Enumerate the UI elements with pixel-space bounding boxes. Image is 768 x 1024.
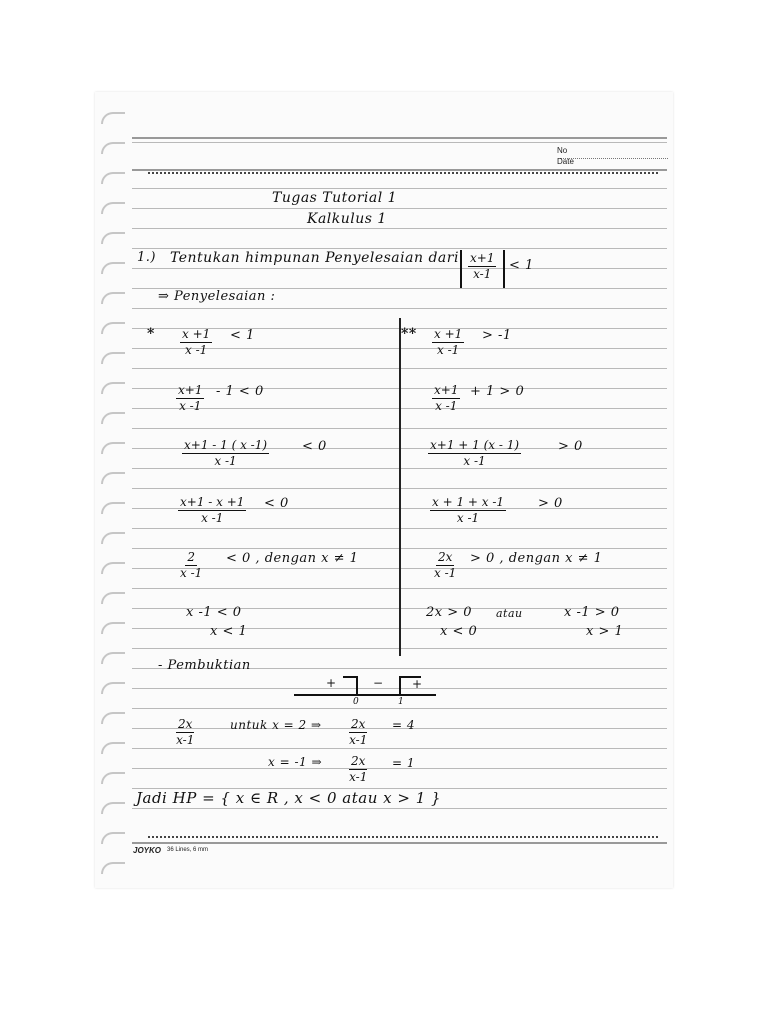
- question-rhs: < 1: [509, 258, 534, 273]
- left-step-2-rel: - 1 < 0: [216, 384, 264, 399]
- left-step-5-num: 2: [187, 550, 195, 564]
- right-step-6a-2: atau: [496, 607, 523, 620]
- left-step-1-den: x -1: [185, 343, 208, 357]
- right-step-5-fraction: [434, 550, 456, 581]
- right-step-2-rel: + 1 > 0: [470, 384, 525, 399]
- abs-bar-left: [460, 250, 462, 288]
- right-step-1-rel: > -1: [482, 328, 512, 343]
- right-step-5-den: x -1: [434, 566, 457, 580]
- left-step-3-num: x+1 - 1 ( x -1): [184, 438, 268, 452]
- question-text: Tentukan himpunan Penyelesaian dari: [170, 250, 459, 266]
- right-step-5-num: 2x: [437, 550, 453, 564]
- sign-negative: −: [373, 676, 384, 690]
- right-step-3-rel: > 0: [558, 439, 583, 454]
- left-step-4-rel: < 0: [264, 496, 289, 511]
- right-step-1-num: x +1: [434, 327, 463, 341]
- right-step-2-den: x -1: [435, 399, 458, 413]
- point-1: 1: [398, 697, 405, 707]
- left-step-1-rel: < 1: [230, 328, 255, 343]
- right-step-3-num: x+1 + 1 (x - 1): [430, 438, 520, 452]
- left-step-1-num: x +1: [182, 327, 211, 341]
- sign-positive-right: +: [412, 677, 423, 691]
- proof-2-den: x-1: [349, 770, 368, 784]
- tick-1: [399, 676, 401, 695]
- abs-bar-right: [503, 250, 505, 288]
- title-line-2: Kalkulus 1: [307, 211, 387, 227]
- proof-1-num-2: 2x: [351, 717, 366, 731]
- right-step-4-rel: > 0: [538, 496, 563, 511]
- date-label: Date: [557, 157, 574, 166]
- left-step-6b: x < 1: [210, 624, 248, 639]
- left-marker: *: [147, 326, 155, 342]
- right-step-6a-3: x -1 > 0: [564, 605, 620, 620]
- brand-logo: JOYKO: [133, 846, 162, 855]
- question-number: 1.): [137, 250, 156, 265]
- number-line: [294, 694, 436, 696]
- right-step-3-fraction: [428, 438, 521, 469]
- right-step-1-fraction: [432, 327, 464, 358]
- right-step-4-num: x + 1 + x -1: [432, 495, 505, 509]
- question-denominator: x-1: [473, 267, 492, 281]
- right-step-4-fraction: [430, 495, 506, 526]
- left-step-3-rel: < 0: [302, 439, 327, 454]
- right-step-4-den: x -1: [456, 511, 480, 525]
- left-step-2-num: x+1: [178, 383, 203, 397]
- proof-1-mid: untuk x = 2 ⇒: [230, 718, 322, 732]
- right-step-2-fraction: [432, 383, 460, 414]
- left-step-4-den: x -1: [201, 511, 224, 525]
- question-fraction: [468, 251, 496, 282]
- conclusion: Jadi HP = { x ∈ R , x < 0 atau x > 1 }: [136, 789, 442, 807]
- proof-1-den-2: x-1: [349, 733, 368, 747]
- left-step-5-rel: < 0 , dengan x ≠ 1: [226, 551, 359, 566]
- proof-1-num: 2x: [178, 717, 193, 731]
- solution-label: ⇒ Penyelesaian :: [158, 289, 276, 304]
- right-step-5-rel: > 0 , dengan x ≠ 1: [470, 551, 603, 566]
- right-step-6a-1: 2x > 0: [426, 605, 473, 620]
- right-step-3-den: x -1: [463, 454, 486, 468]
- left-step-3-den: x -1: [214, 454, 237, 468]
- proof-2-mid: x = -1 ⇒: [268, 755, 323, 769]
- proof-1-fraction: [176, 717, 194, 748]
- paper-spec: 36 Lines, 6 mm: [167, 847, 209, 853]
- left-step-2-den: x -1: [179, 399, 202, 413]
- right-step-2-num: x+1: [434, 383, 459, 397]
- left-step-6a: x -1 < 0: [186, 605, 242, 620]
- title-line-1: Tugas Tutorial 1: [272, 190, 398, 206]
- left-step-4-num: x+1 - x +1: [180, 495, 245, 509]
- proof-1-result: = 4: [392, 718, 416, 732]
- tick-0: [356, 676, 358, 695]
- proof-2-fraction: [349, 754, 367, 785]
- left-step-4-fraction: [178, 495, 246, 526]
- column-divider: [399, 318, 401, 656]
- proof-1-den: x-1: [176, 733, 195, 747]
- no-label: No: [557, 146, 568, 155]
- right-step-6b-1: x < 0: [440, 624, 478, 639]
- binder-holes: [101, 100, 129, 880]
- question-numerator: x+1: [470, 251, 495, 265]
- right-step-1-den: x -1: [437, 343, 460, 357]
- proof-2-result: = 1: [392, 756, 416, 770]
- proof-2-num: 2x: [351, 754, 366, 768]
- left-step-1-fraction: [180, 327, 212, 358]
- left-step-2-fraction: [176, 383, 204, 414]
- proof-label: - Pembuktian: [158, 658, 251, 673]
- right-step-6b-2: x > 1: [586, 624, 624, 639]
- left-step-5-den: x -1: [180, 566, 203, 580]
- right-marker: **: [401, 326, 417, 342]
- left-step-3-fraction: [182, 438, 269, 469]
- point-0: 0: [353, 697, 360, 707]
- sign-positive-left: +: [326, 676, 337, 690]
- proof-1-fraction-2: [349, 717, 367, 748]
- left-step-5-fraction: [180, 550, 202, 581]
